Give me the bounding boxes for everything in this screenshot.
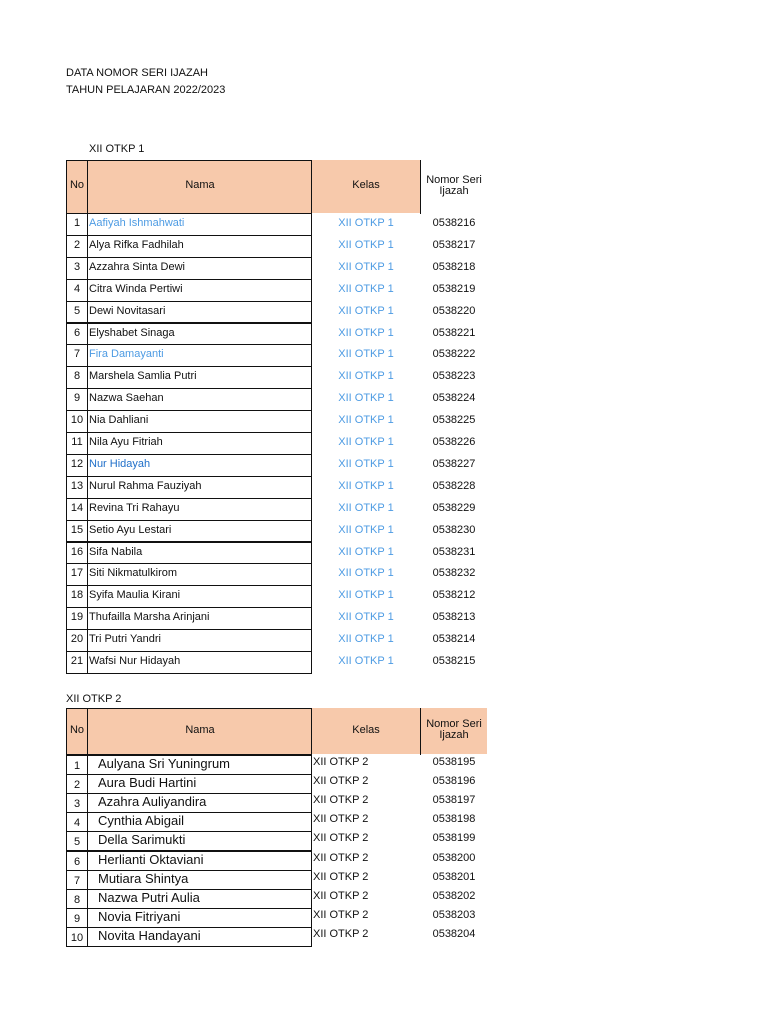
row-nomor: 0538220 (432, 304, 476, 317)
row-no: 20 (70, 633, 84, 646)
row-kelas: XII OTKP 2 (313, 756, 369, 768)
row-no: 8 (73, 893, 81, 906)
row-nama: Cynthia Abigail (98, 813, 184, 829)
row-no: 1 (73, 760, 81, 772)
row-nomor: 0538213 (432, 611, 476, 624)
row-kelas: XII OTKP 1 (338, 238, 394, 251)
row-nomor: 0538225 (432, 414, 476, 427)
row-no: 15 (70, 523, 84, 536)
row-nomor: 0538198 (432, 813, 476, 826)
row-kelas: XII OTKP 1 (338, 414, 394, 427)
row-nama: Novita Handayani (98, 927, 201, 943)
row-nomor: 0538228 (432, 479, 476, 492)
row-kelas: XII OTKP 1 (338, 326, 394, 339)
header-kelas: Kelas (352, 724, 380, 736)
row-nomor: 0538202 (432, 889, 476, 902)
row-kelas: XII OTKP 1 (338, 304, 394, 317)
row-no: 1 (73, 217, 81, 229)
header-divider (420, 160, 421, 214)
row-kelas: XII OTKP 2 (313, 794, 369, 807)
row-kelas: XII OTKP 2 (313, 908, 369, 921)
row-nama: Azzahra Sinta Dewi (89, 260, 185, 273)
row-kelas: XII OTKP 1 (338, 523, 394, 536)
row-no: 19 (70, 611, 84, 624)
table1-label: XII OTKP 1 (89, 143, 145, 155)
table2-label: XII OTKP 2 (66, 693, 122, 705)
row-nomor: 0538196 (432, 775, 476, 788)
row-nama: Nurul Rahma Fauziyah (89, 479, 202, 492)
row-kelas: XII OTKP 1 (338, 501, 394, 514)
row-nama: Nazwa Saehan (89, 392, 164, 405)
row-kelas: XII OTKP 1 (338, 633, 394, 646)
row-no: 9 (73, 392, 81, 405)
row-nomor: 0538215 (432, 655, 476, 667)
row-no: 2 (73, 779, 81, 792)
header-kelas: Kelas (352, 179, 380, 191)
row-nama: Wafsi Nur Hidayah (89, 655, 181, 667)
row-nama: Herlianti Oktaviani (98, 851, 204, 867)
header-no: No (69, 724, 85, 736)
row-nama: Azahra Auliyandira (98, 794, 207, 810)
document-subtitle: TAHUN PELAJARAN 2022/2023 (66, 84, 226, 96)
row-kelas: XII OTKP 1 (338, 370, 394, 383)
row-no: 8 (73, 370, 81, 383)
row-nomor: 0538224 (432, 392, 476, 405)
row-kelas: XII OTKP 1 (338, 436, 394, 448)
row-nomor: 0538195 (432, 756, 476, 768)
row-nomor: 0538230 (432, 523, 476, 536)
row-nama: Thufailla Marsha Arinjani (89, 611, 210, 624)
row-nomor: 0538229 (432, 501, 476, 514)
row-nomor: 0538221 (432, 326, 476, 339)
row-no: 18 (70, 589, 84, 602)
row-no: 10 (70, 931, 84, 944)
row-nama: Aafiyah Ishmahwati (89, 217, 185, 229)
row-no: 21 (70, 655, 84, 667)
row-nomor: 0538227 (432, 457, 476, 470)
row-kelas: XII OTKP 1 (338, 589, 394, 602)
row-kelas: XII OTKP 2 (313, 851, 369, 864)
row-no: 11 (71, 436, 83, 448)
row-kelas: XII OTKP 1 (338, 545, 394, 558)
row-nama: Nazwa Putri Aulia (98, 889, 200, 905)
row-nomor: 0538201 (432, 870, 476, 883)
row-nama: Fira Damayanti (89, 348, 164, 361)
row-nama: Della Sarimukti (98, 832, 186, 848)
row-kelas: XII OTKP 1 (338, 282, 394, 295)
row-nomor: 0538199 (432, 832, 476, 845)
row-nomor: 0538204 (432, 927, 476, 940)
row-nama: Sifa Nabila (89, 545, 143, 558)
row-nomor: 0538222 (432, 348, 476, 361)
header-nama: Nama (185, 179, 215, 191)
row-nomor: 0538223 (432, 370, 476, 383)
row-kelas: XII OTKP 1 (338, 457, 394, 470)
row-nama: Marshela Samlia Putri (89, 370, 197, 383)
row-kelas: XII OTKP 1 (338, 260, 394, 273)
row-kelas: XII OTKP 1 (338, 567, 394, 580)
row-no: 5 (73, 304, 81, 317)
row-no: 2 (73, 238, 81, 251)
row-nama: Elyshabet Sinaga (89, 326, 175, 339)
row-no: 16 (70, 545, 84, 558)
header-nomor: Nomor Seri Ijazah (426, 719, 482, 741)
row-nomor: 0538212 (432, 589, 476, 602)
row-nama: Nia Dahliani (89, 414, 149, 427)
row-nama: Revina Tri Rahayu (89, 501, 180, 514)
row-nama: Mutiara Shintya (98, 870, 189, 886)
row-nomor: 0538232 (432, 567, 476, 580)
header-nomor: Nomor Seri Ijazah (426, 175, 482, 197)
row-no: 12 (70, 457, 84, 470)
row-kelas: XII OTKP 2 (313, 927, 369, 940)
row-no: 5 (73, 836, 81, 849)
row-nomor: 0538197 (432, 794, 476, 807)
row-no: 7 (73, 348, 81, 361)
row-no: 13 (70, 479, 84, 492)
document-title: DATA NOMOR SERI IJAZAH (66, 67, 208, 79)
row-nama: Syifa Maulia Kirani (89, 589, 181, 602)
row-no: 9 (73, 912, 81, 925)
row-no: 3 (73, 798, 81, 811)
row-no: 7 (73, 874, 81, 887)
row-kelas: XII OTKP 1 (338, 217, 394, 229)
row-kelas: XII OTKP 2 (313, 889, 369, 902)
row-no: 6 (73, 855, 81, 868)
row-nomor: 0538203 (432, 908, 476, 921)
row-kelas: XII OTKP 1 (338, 392, 394, 405)
row-nomor: 0538226 (432, 436, 476, 448)
header-no: No (69, 179, 85, 191)
row-kelas: XII OTKP 2 (313, 813, 369, 826)
row-nomor: 0538231 (432, 545, 476, 558)
row-kelas: XII OTKP 1 (338, 348, 394, 361)
row-nama: Aulyana Sri Yuningrum (98, 756, 231, 771)
row-nama: Siti Nikmatulkirom (89, 567, 178, 580)
row-nama: Novia Fitriyani (98, 908, 181, 924)
row-kelas: XII OTKP 1 (338, 479, 394, 492)
row-nama: Dewi Novitasari (89, 304, 166, 317)
header-divider (420, 708, 421, 755)
row-no: 17 (70, 567, 84, 580)
row-nama: Nur Hidayah (89, 457, 151, 470)
row-nomor: 0538216 (432, 217, 476, 229)
row-nama: Citra Winda Pertiwi (89, 282, 183, 295)
row-nama: Setio Ayu Lestari (89, 523, 172, 536)
row-nomor: 0538200 (432, 851, 476, 864)
row-no: 4 (73, 817, 81, 830)
row-nomor: 0538217 (432, 238, 476, 251)
row-no: 3 (73, 260, 81, 273)
row-kelas: XII OTKP 1 (338, 611, 394, 624)
row-nama: Tri Putri Yandri (89, 633, 161, 646)
row-no: 4 (73, 282, 81, 295)
row-no: 10 (70, 414, 84, 427)
row-nama: Alya Rifka Fadhilah (89, 238, 184, 251)
row-no: 14 (70, 501, 84, 514)
row-kelas: XII OTKP 1 (338, 655, 394, 667)
row-nama: Nila Ayu Fitriah (89, 436, 163, 448)
header-nama: Nama (185, 724, 215, 736)
row-nomor: 0538214 (432, 633, 476, 646)
row-no: 6 (73, 326, 81, 339)
row-kelas: XII OTKP 2 (313, 775, 369, 788)
row-nomor: 0538219 (432, 282, 476, 295)
row-kelas: XII OTKP 2 (313, 870, 369, 883)
row-nomor: 0538218 (432, 260, 476, 273)
row-kelas: XII OTKP 2 (313, 832, 369, 845)
row-nama: Aura Budi Hartini (98, 775, 197, 791)
